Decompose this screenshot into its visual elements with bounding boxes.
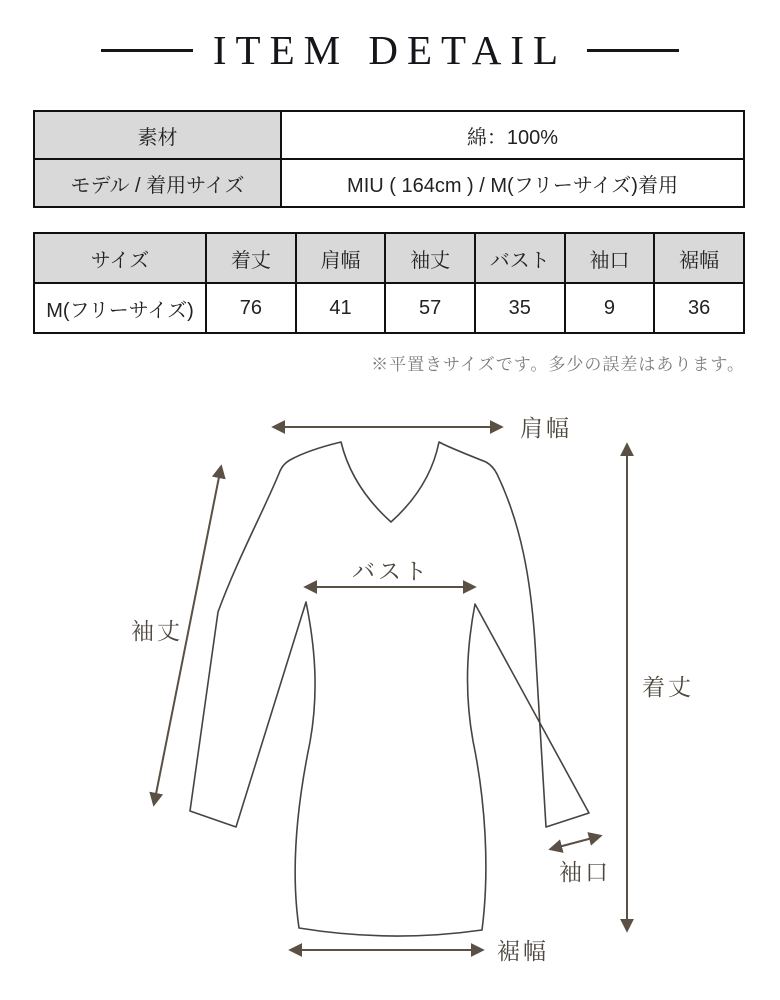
shoulder-value: 41 (296, 283, 386, 333)
hem-width-label: 裾幅 (497, 938, 549, 964)
body-length-label: 着丈 (642, 674, 694, 700)
size-table (33, 232, 745, 334)
title-rule-left (101, 49, 193, 52)
spec-table (33, 110, 745, 208)
length-col-header: 着丈 (206, 233, 296, 283)
spec-value-model: MIU ( 164cm ) / M(フリーサイズ)着用 (281, 159, 744, 207)
measurement-diagram (0, 372, 780, 998)
bust-value: 35 (475, 283, 565, 333)
cuff-value: 9 (565, 283, 655, 333)
size-table-data-row (34, 283, 744, 333)
cuff-label: 袖口 (559, 859, 611, 885)
hem-value: 36 (654, 283, 744, 333)
cuff-col-header: 袖口 (565, 233, 655, 283)
bust-label: バスト (352, 558, 430, 584)
table-row (34, 159, 744, 207)
size-col-header: サイズ (34, 233, 206, 283)
shoulder-width-label: 肩幅 (520, 415, 572, 441)
spec-label-model: モデル / 着用サイズ (34, 159, 281, 207)
sleeve-length-label: 袖丈 (131, 618, 183, 644)
size-value: M(フリーサイズ) (34, 283, 206, 333)
hem-col-header: 裾幅 (654, 233, 744, 283)
measurement-note: ※平置きサイズです。多少の誤差はあります。 (371, 355, 745, 374)
table-row (34, 111, 744, 159)
bust-col-header: バスト (475, 233, 565, 283)
dress-outline-drawing (190, 442, 589, 936)
shoulder-col-header: 肩幅 (296, 233, 386, 283)
section-header (0, 0, 780, 78)
sleeve-col-header: 袖丈 (385, 233, 475, 283)
cuff-arrow (551, 836, 600, 849)
page-title: ITEM DETAIL (212, 27, 568, 73)
spec-label-material: 素材 (34, 111, 281, 159)
spec-value-material: 綿：100% (281, 111, 744, 159)
size-table-header-row (34, 233, 744, 283)
title-rule-right (587, 49, 679, 52)
length-value: 76 (206, 283, 296, 333)
sleeve-value: 57 (385, 283, 475, 333)
